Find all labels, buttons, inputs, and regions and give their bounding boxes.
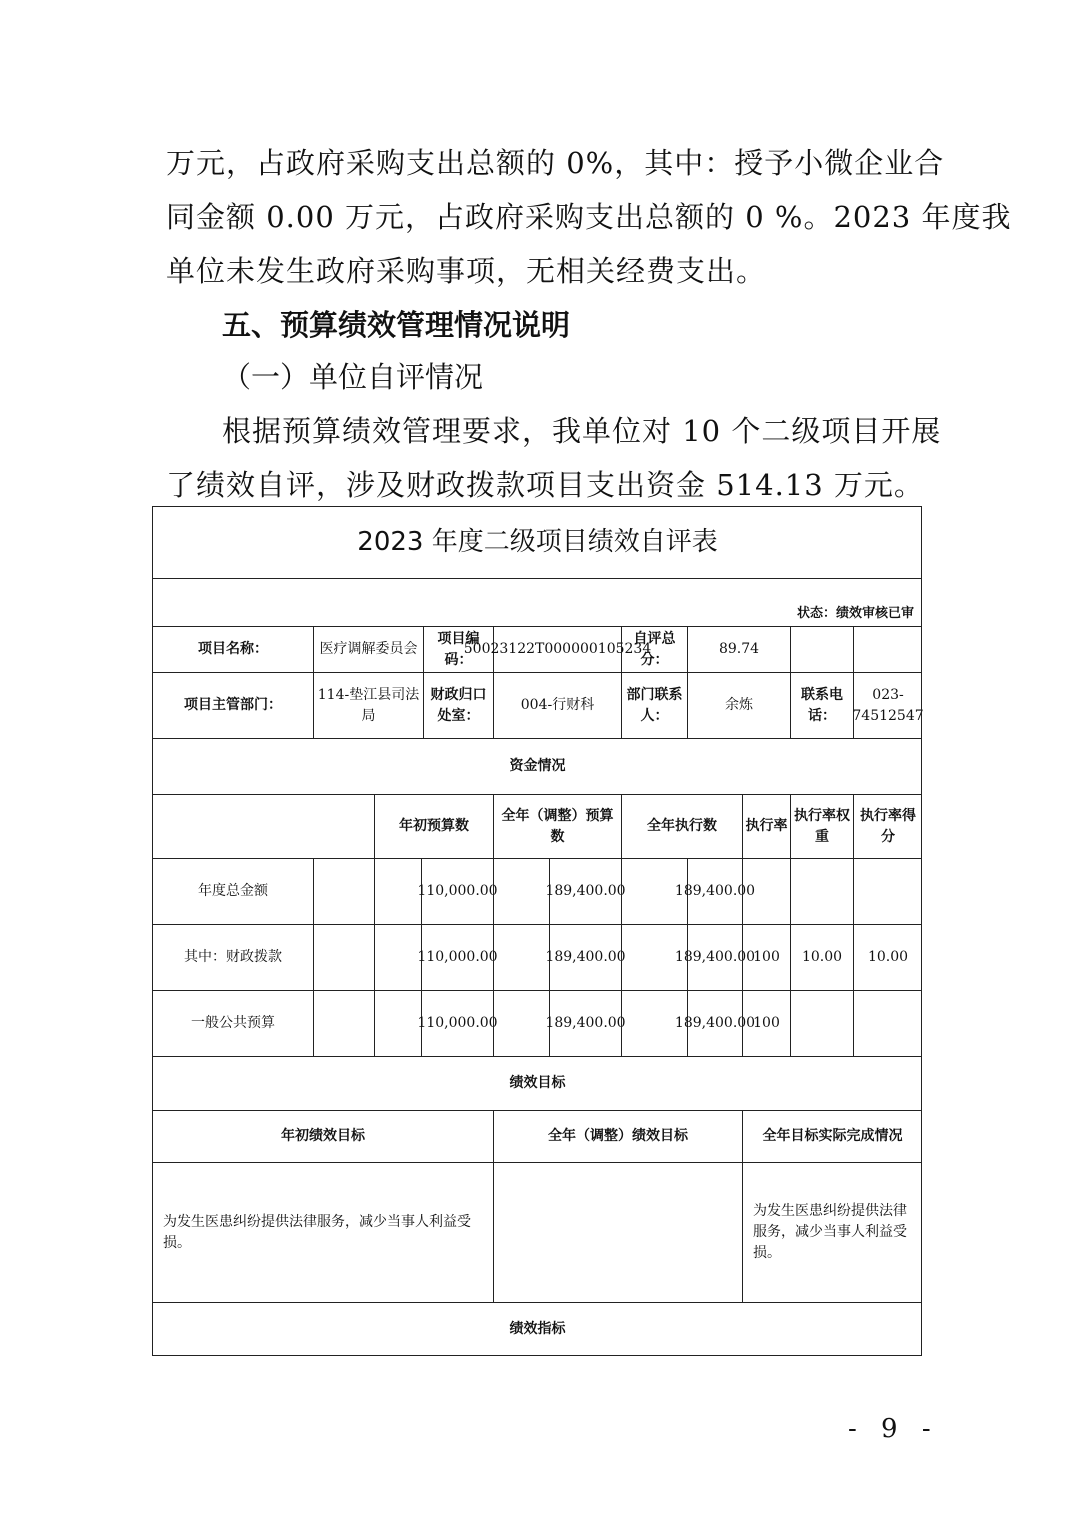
goal-adjusted-text [493,1162,742,1302]
col-rate: 执行率 [742,794,790,858]
goal-adjusted-label: 全年（调整）绩效目标 [493,1110,742,1162]
col-initial-budget: 年初预算数 [374,794,493,858]
fund-row-initial: 110,000.00 [421,858,493,924]
col-weight: 执行率权重 [790,794,853,858]
goals-heading: 绩效目标 [152,1056,922,1110]
fund-row-score [853,858,922,924]
empty-cell [493,858,549,924]
fund-row-rate: 100 [742,990,790,1056]
funds-heading: 资金情况 [152,738,922,794]
fund-row-rate: 100 [742,924,790,990]
empty-cell [374,924,421,990]
fund-row-initial: 110,000.00 [421,990,493,1056]
project-code-label: 项目编码： [423,626,493,672]
empty-cell [152,794,374,858]
fund-row-label: 其中：财政拨款 [152,924,313,990]
goal-initial-text: 为发生医患纠纷提供法律服务，减少当事人利益受损。 [152,1162,493,1302]
empty-cell [374,990,421,1056]
status-text: 状态：绩效审核已审 [152,578,922,626]
dept-label: 项目主管部门： [152,672,313,738]
score-value: 89.74 [687,626,790,672]
empty-cell [313,990,374,1056]
text-line-2: 同金额 0.00 万元，占政府采购支出总额的 0 %。2023 年度我 [166,200,1012,234]
fund-row-adjusted: 189,400.00 [549,990,621,1056]
finance-office-label: 财政归口处室： [423,672,493,738]
fund-row-rate [742,858,790,924]
contact-label: 部门联系人： [621,672,687,738]
project-name-label: 项目名称： [152,626,313,672]
section-heading: 五、预算绩效管理情况说明 [222,308,571,342]
fund-row-adjusted: 189,400.00 [549,924,621,990]
fund-row-weight [790,990,853,1056]
fund-row-score [853,990,922,1056]
empty-cell [493,990,549,1056]
col-adjusted-budget: 全年（调整）预算数 [493,794,621,858]
dept-value: 114-垫江县司法局 [313,672,423,738]
fund-row-adjusted: 189,400.00 [549,858,621,924]
fund-row-label: 一般公共预算 [152,990,313,1056]
fund-row-executed: 189,400.00 [687,990,742,1056]
empty-cell [313,924,374,990]
body-line-2: 了绩效自评，涉及财政拨款项目支出资金 514.13 万元。 [166,468,924,502]
finance-office-value: 004-行财科 [493,672,621,738]
phone-value: 023-74512547 [853,672,922,738]
phone-label: 联系电话： [790,672,853,738]
fund-row-score: 10.00 [853,924,922,990]
goal-actual-label: 全年目标实际完成情况 [742,1110,922,1162]
fund-row-initial: 110,000.00 [421,924,493,990]
subsection-heading: （一）单位自评情况 [222,360,484,394]
project-name: 医疗调解委员会 [313,626,423,672]
fund-row-weight: 10.00 [790,924,853,990]
empty-cell [790,626,853,672]
empty-cell [853,626,922,672]
contact-value: 余炼 [687,672,790,738]
project-code: 50023122T000000105234 [493,626,621,672]
empty-cell [493,924,549,990]
performance-table [152,506,922,1356]
score-label: 自评总分： [621,626,687,672]
goal-initial-label: 年初绩效目标 [152,1110,493,1162]
table-title: 2023 年度二级项目绩效自评表 [152,506,922,578]
page-number: - 9 - [848,1414,939,1444]
col-executed: 全年执行数 [621,794,742,858]
fund-row-executed: 189,400.00 [687,858,742,924]
fund-row-label: 年度总金额 [152,858,313,924]
fund-row-weight [790,858,853,924]
empty-cell [313,858,374,924]
text-line-1: 万元，占政府采购支出总额的 0%，其中：授予小微企业合 [166,146,945,180]
col-score: 执行率得分 [853,794,922,858]
text-line-3: 单位未发生政府采购事项，无相关经费支出。 [166,254,767,288]
indicators-heading: 绩效指标 [152,1302,922,1356]
empty-cell [374,858,421,924]
body-line-1: 根据预算绩效管理要求，我单位对 10 个二级项目开展 [222,414,942,448]
goal-actual-text: 为发生医患纠纷提供法律服务，减少当事人利益受损。 [742,1162,922,1302]
fund-row-executed: 189,400.00 [687,924,742,990]
